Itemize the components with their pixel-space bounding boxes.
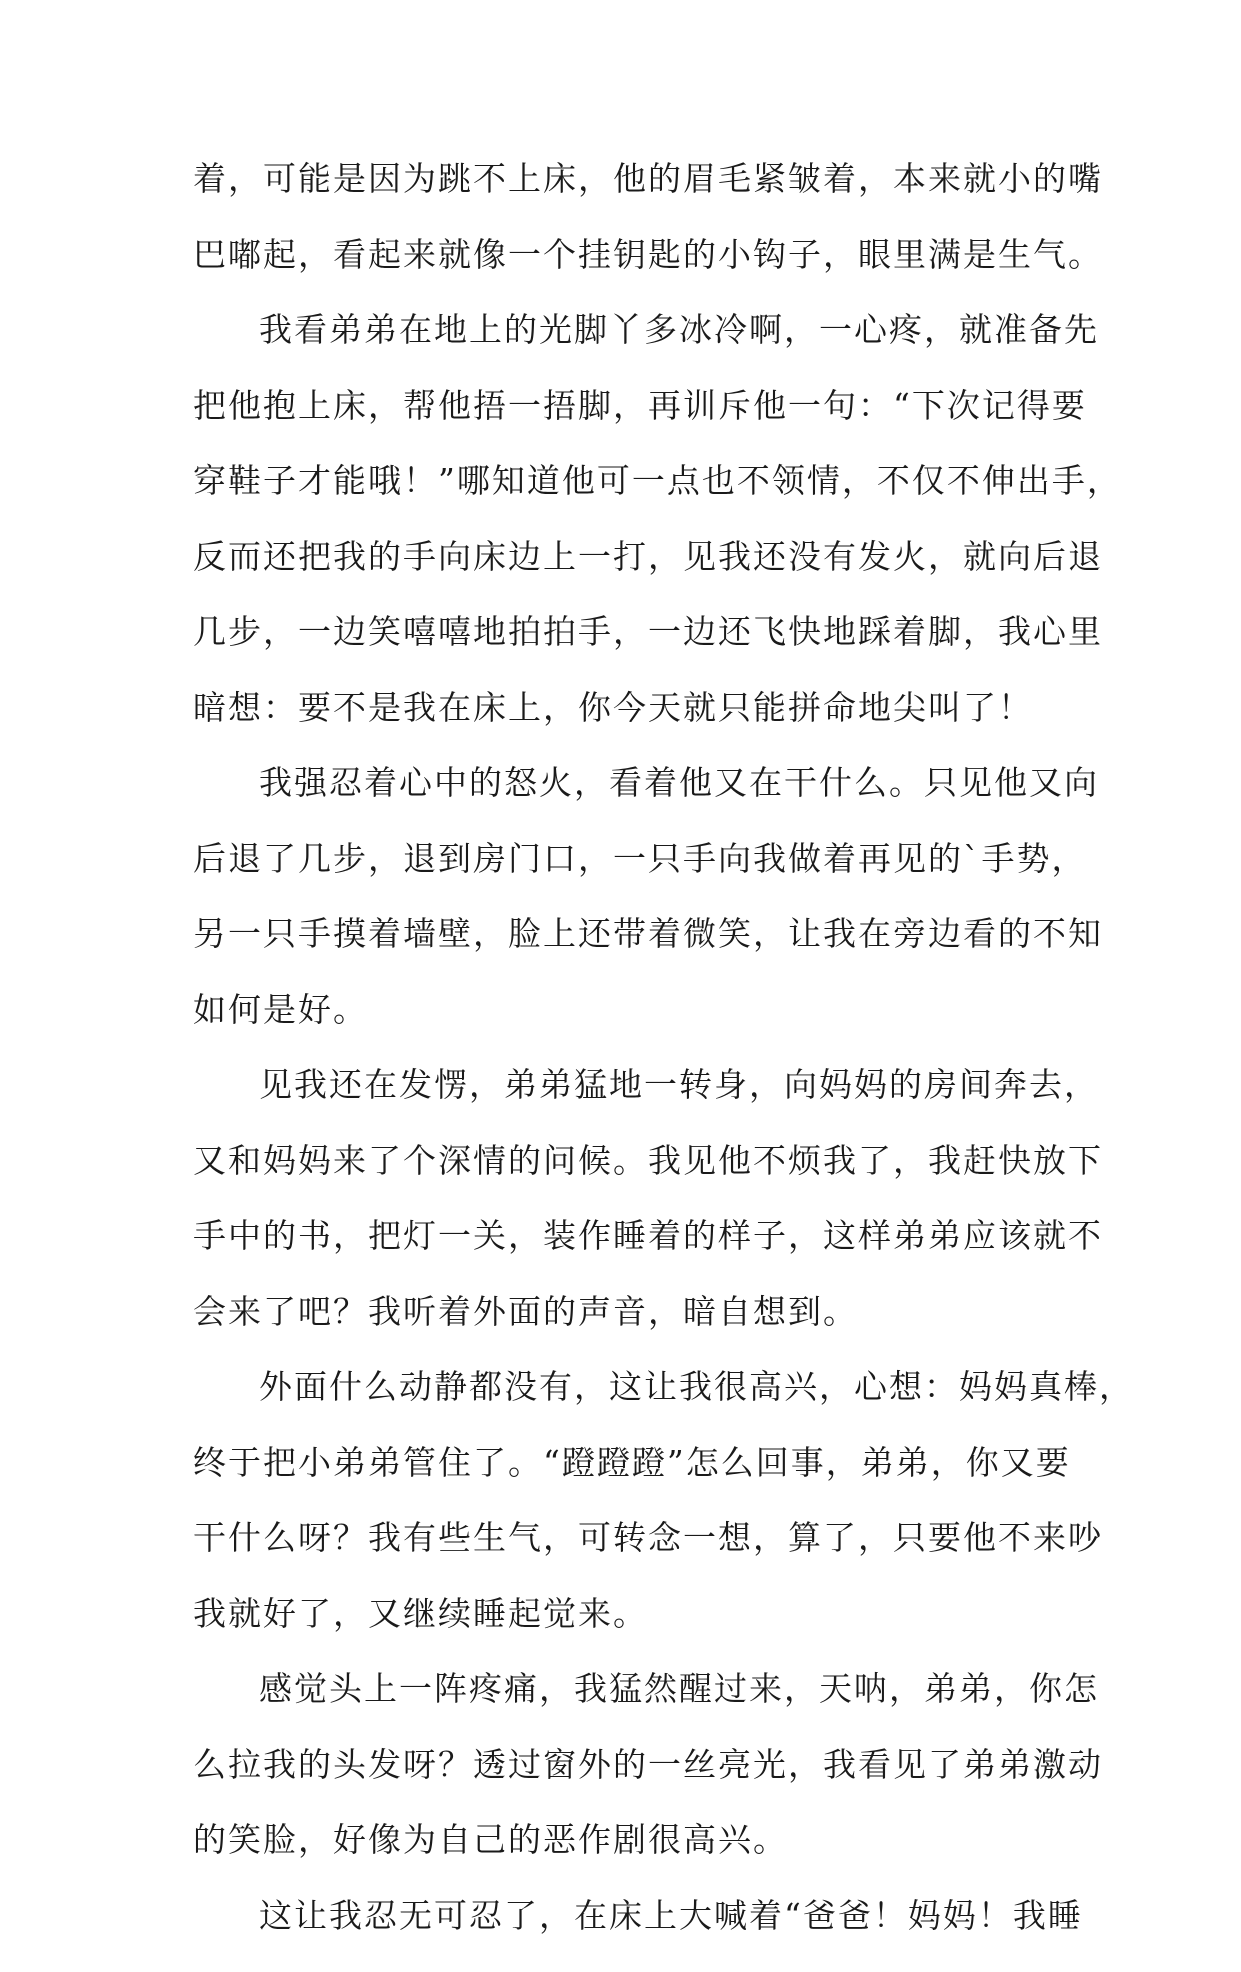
text-line: 么拉我的头发呀？透过窗外的一丝亮光，我看见了弟弟激动 [193,1746,1093,1822]
text-line: 后退了几步，退到房门口，一只手向我做着再见的`手势， [193,840,1093,916]
text-line: 如何是好。 [193,991,1093,1067]
text-line: 暗想：要不是我在床上，你今天就只能拼命地尖叫了！ [193,689,1093,765]
text-line: 穿鞋子才能哦！”哪知道他可一点也不领情，不仅不伸出手， [193,462,1093,538]
text-line: 的笑脸，好像为自己的恶作剧很高兴。 [193,1821,1093,1897]
text-line: 我看弟弟在地上的光脚丫多冰冷啊，一心疼，就准备先 [193,311,1093,387]
text-line: 我强忍着心中的怒火，看着他又在干什么。只见他又向 [193,764,1093,840]
text-line: 另一只手摸着墙壁，脸上还带着微笑，让我在旁边看的不知 [193,915,1093,991]
text-line: 着，可能是因为跳不上床，他的眉毛紧皱着，本来就小的嘴 [193,160,1093,236]
text-line: 见我还在发愣，弟弟猛地一转身，向妈妈的房间奔去， [193,1066,1093,1142]
text-line: 把他抱上床，帮他捂一捂脚，再训斥他一句：“下次记得要 [193,387,1093,463]
text-line: 终于把小弟弟管住了。“蹬蹬蹬”怎么回事，弟弟，你又要 [193,1444,1093,1520]
text-line: 我就好了，又继续睡起觉来。 [193,1595,1093,1671]
text-line: 会来了吧？我听着外面的声音，暗自想到。 [193,1293,1093,1369]
text-line: 几步，一边笑嘻嘻地拍拍手，一边还飞快地踩着脚，我心里 [193,613,1093,689]
text-line: 外面什么动静都没有，这让我很高兴，心想：妈妈真棒， [193,1368,1093,1444]
text-line: 干什么呀？我有些生气，可转念一想，算了，只要他不来吵 [193,1519,1093,1595]
text-line: 反而还把我的手向床边上一打，见我还没有发火，就向后退 [193,538,1093,614]
text-line: 手中的书，把灯一关，装作睡着的样子，这样弟弟应该就不 [193,1217,1093,1293]
text-line: 这让我忍无可忍了，在床上大喊着“爸爸！妈妈！我睡 [193,1897,1093,1972]
body-text [193,160,1093,1972]
text-line: 感觉头上一阵疼痛，我猛然醒过来，天呐，弟弟，你怎 [193,1670,1093,1746]
text-line: 又和妈妈来了个深情的问候。我见他不烦我了，我赶快放下 [193,1142,1093,1218]
text-line: 巴嘟起，看起来就像一个挂钥匙的小钩子，眼里满是生气。 [193,236,1093,312]
